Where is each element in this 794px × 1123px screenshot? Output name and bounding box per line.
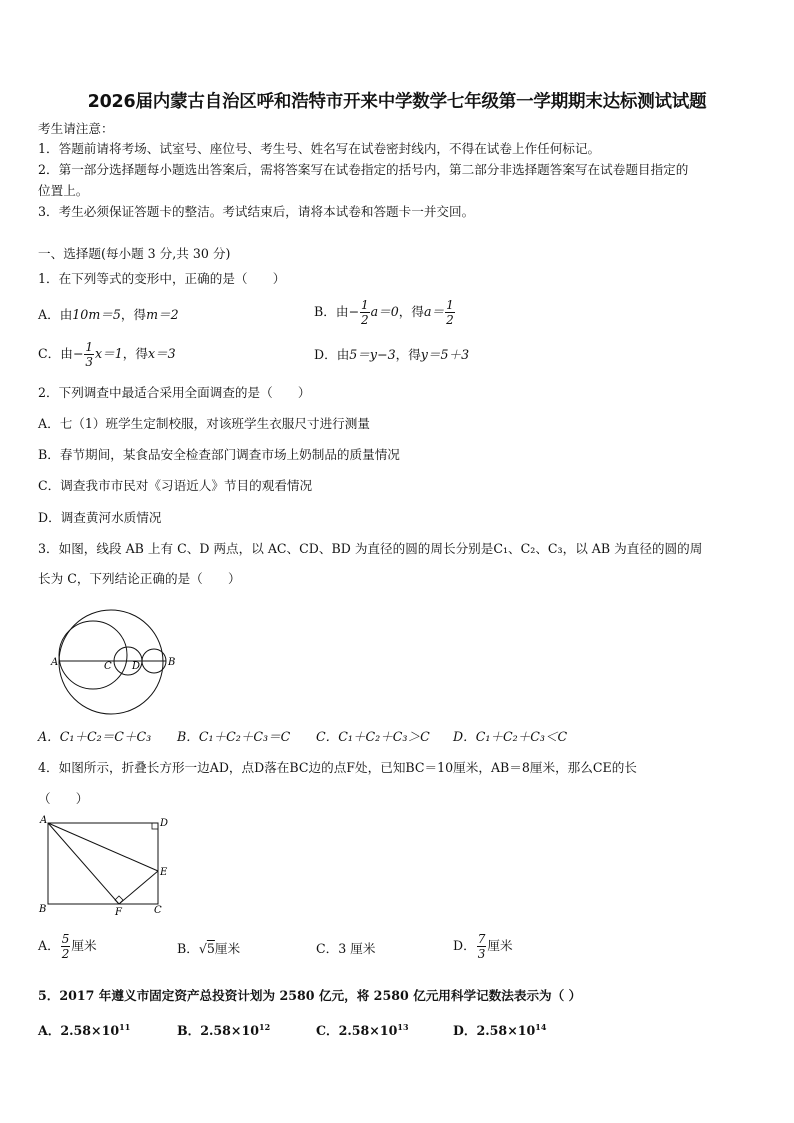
notice-item: 2．第一部分选择题每小题选出答案后，需将答案写在试卷指定的括号内，第二部分非选择题答案写在试卷题目指定的 [38,162,689,177]
question-5-stem: 5．2017 年遵义市固定资产总投资计划为 2580 亿元，将 2580 亿元用科学记数法表示为（ ） [38,988,582,1003]
q4-option-c: C．3 厘米 [316,941,376,956]
fig4-label-f: F [115,907,122,918]
q4-rectangle-figure [34,812,174,920]
notice-item: 3．考生必须保证答题卡的整洁。考试结束后，请将本试卷和答题卡一并交回。 [38,204,475,219]
question-4-stem-cont: （ ） [38,791,89,806]
q5-option-a: A．$2.58\times 10^{11}$ [38,1022,131,1039]
q4-option-d: D． $\frac{7}{3}$ 厘米 [453,932,513,961]
q1-option-b: B．由− $\frac{1}{2}$ a＝0，得a＝ $\frac{1}{2}$ [314,298,454,327]
fig4-label-b: B [39,904,47,915]
fig4-label-c: C [154,905,162,916]
q2-option-b: B．春节期间，某食品安全检查部门调查市场上奶制品的质量情况 [38,447,400,462]
q3-option-d: D．C₁＋C₂＋C₃＜C [453,729,568,744]
question-4-stem: 4．如图所示，折叠长方形一边AD，点D落在BC边的点F处，已知BC＝10厘米，AB＝8厘米，那么CE的长 [38,760,637,775]
notice-item: 位置上。 [38,183,89,198]
notice-item: 1．答题前请将考场、试室号、座位号、考生号、姓名写在试卷密封线内，不得在试卷上作任何标记。 [38,141,601,156]
fig4-label-e: E [160,867,168,878]
q3-option-b: B．C₁＋C₂＋C₃＝C [177,729,291,744]
fig4-label-d: D [160,818,169,829]
q2-option-c: C．调查我市市民对《习语近人》节目的观看情况 [38,478,313,493]
q5-option-c: C．$2.58\times 10^{13}$ [316,1022,409,1039]
question-3-stem: 3．如图，线段 AB 上有 C、D 两点，以 AC、CD、BD 为直径的圆的周长分别是C₁、C₂、C₃，以 AB 为直径的圆的周 [38,541,703,556]
section-heading: 一、选择题(每小题 3 分,共 30 分) [38,246,231,261]
notice-heading: 考生请注意： [38,121,114,136]
question-3-stem-cont: 长为 C，下列结论正确的是（ ） [38,571,241,586]
q5-option-b: B．$2.58\times 10^{12}$ [177,1022,271,1039]
fig3-label-b: B [168,657,176,668]
question-2-stem: 2．下列调查中最适合采用全面调查的是（ ） [38,385,311,400]
q3-circles-figure [46,604,186,720]
q4-option-b: B．√5厘米 [177,941,241,956]
fig4-label-a: A [40,815,48,826]
q1-option-d: D．由5＝y−3，得y＝5＋3 [314,347,470,362]
q2-option-a: A．七（1）班学生定制校服，对该班学生衣服尺寸进行测量 [38,416,370,431]
q4-option-a: A． $\frac{5}{2}$ 厘米 [38,932,97,961]
question-1-stem: 1．在下列等式的变形中，正确的是（ ） [38,271,286,286]
q1-option-c: C．由− $\frac{1}{3}$ x＝1，得x＝3 [38,340,176,369]
q3-option-a: A．C₁＋C₂＝C＋C₃ [38,729,152,744]
q3-option-c: C．C₁＋C₂＋C₃＞C [316,729,430,744]
fig3-label-d: D [132,661,141,672]
page-title: 2026届内蒙古自治区呼和浩特市开来中学数学七年级第一学期期末达标测试试题 [87,92,707,112]
q1-option-a: A．由10m＝5，得m＝2 [38,307,179,322]
fig3-label-a: A [51,657,59,668]
q5-option-d: D．$2.58\times 10^{14}$ [453,1022,547,1039]
q2-option-d: D．调查黄河水质情况 [38,510,162,525]
fig3-label-c: C [104,661,112,672]
